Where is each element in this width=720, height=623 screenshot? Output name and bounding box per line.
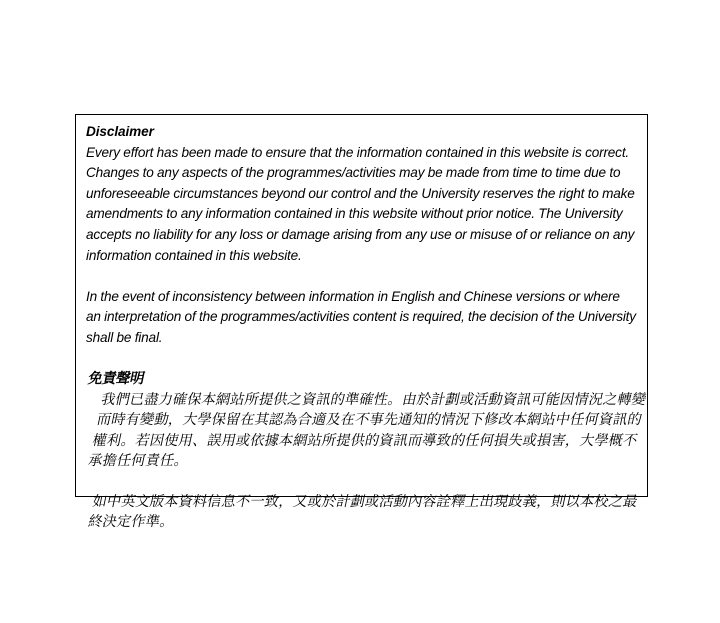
paragraph-spacer-1 <box>86 266 637 287</box>
chinese-disclaimer-heading: 免責聲明 <box>86 371 146 388</box>
chinese-disclaimer-heading-wrap <box>86 369 637 390</box>
chinese-disclaimer-paragraph-2-text: 如中英文版本資料信息不一致，又或於計劃或活動內容詮釋上出現歧義，則以本校之最終決定作準。 <box>86 493 640 531</box>
english-disclaimer-paragraph-1: Every effort has been made to ensure that the information contained in this website is correct. Changes to any aspects of the programmes/activities may be made from time to time due to unforeseeable circumstances beyond our control and the University reserves the right to make amendments to any information contained in this website without prior notice. The University accepts no liability for any loss or damage arising from any use or misuse of or reliance on any information contained in this website. <box>86 144 639 263</box>
english-disclaimer-paragraph-2: In the event of inconsistency between information in English and Chinese versions or where an interpretation of the programmes/activities content is required, the decision of the University shall be final. <box>86 288 640 345</box>
chinese-disclaimer-paragraph-1-text: 我們已盡力確保本網站所提供之資訊的準確性。由於計劃或活動資訊可能因情況之轉變而時有變動，大學保留在其認為合適及在不事先通知的情況下修改本網站中任何資訊的權利。若因使用、誤用或依據本網站所提供的資訊而導致的任何損失或損害，大學概不承擔任何責任。 <box>86 391 648 469</box>
chinese-disclaimer-paragraph-2 <box>86 492 640 533</box>
disclaimer-box <box>75 114 648 531</box>
paragraph-spacer-3 <box>86 471 637 492</box>
english-disclaimer-heading: Disclaimer <box>86 124 154 139</box>
paragraph-spacer-2 <box>86 349 637 370</box>
chinese-disclaimer-paragraph-1 <box>86 390 648 472</box>
